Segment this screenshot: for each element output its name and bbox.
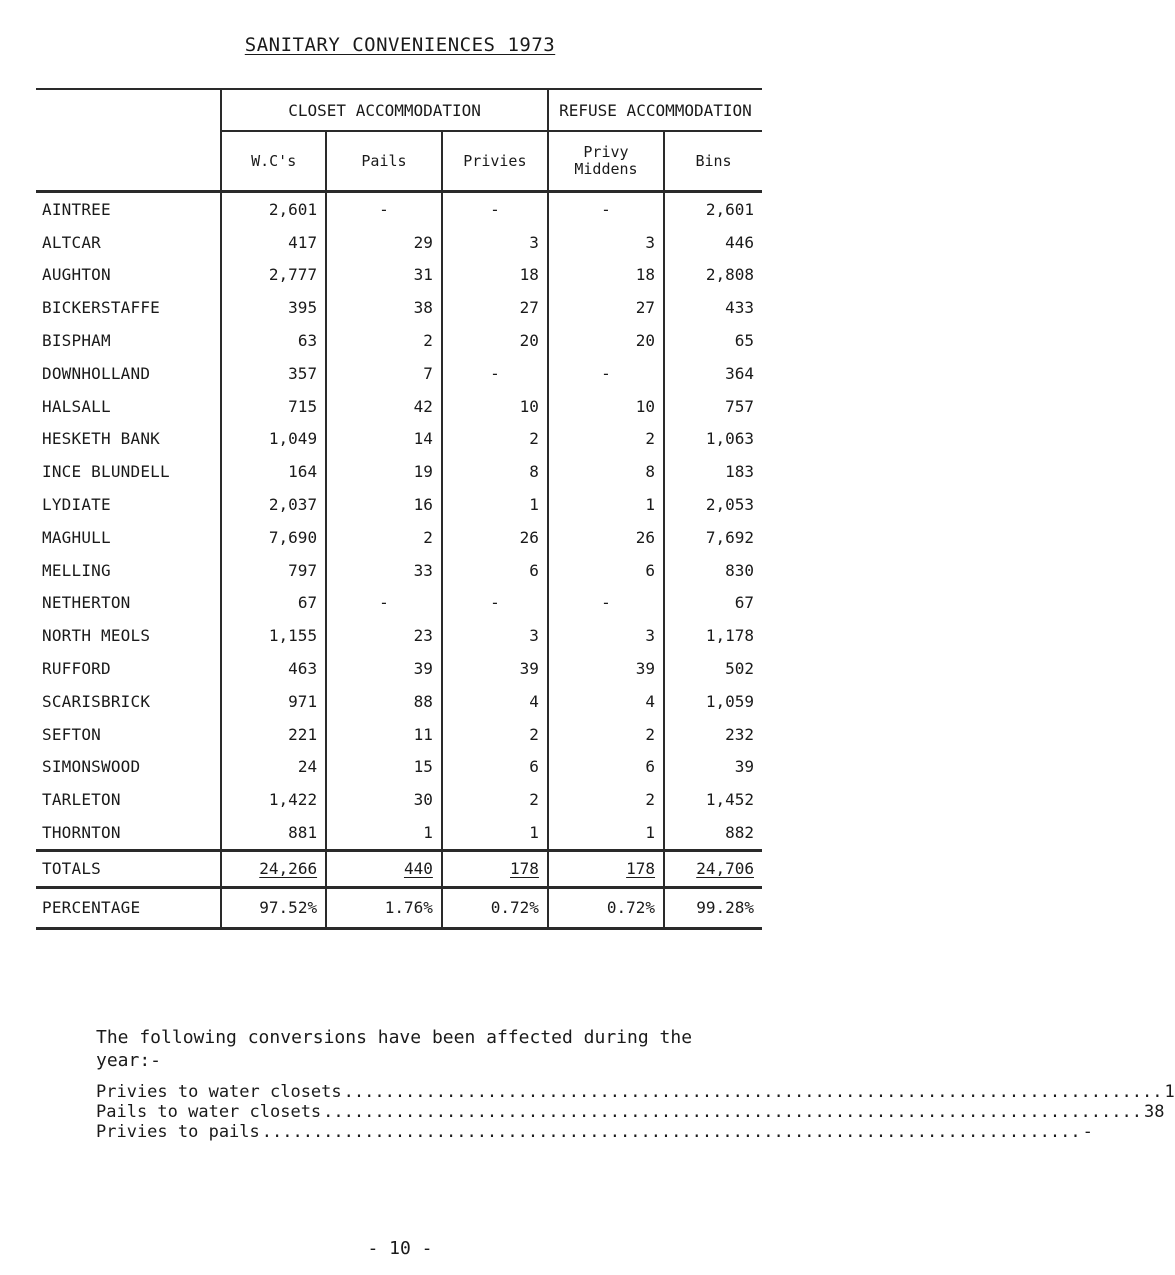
cell-wcs: 1,422	[221, 783, 326, 816]
cell-bins: 99.28%	[664, 887, 762, 928]
total-value: 24,266	[259, 859, 318, 879]
conversions-paragraph: The following conversions have been affected during the year:-	[96, 1027, 693, 1071]
cell-pails: 16	[326, 488, 442, 521]
cell-wcs	[221, 850, 326, 887]
conversion-label: Privies to water closets	[96, 1082, 342, 1102]
cell-bins: 65	[664, 324, 762, 357]
table-row	[36, 718, 762, 751]
cell-wcs: 221	[221, 718, 326, 751]
table-row	[36, 192, 762, 226]
cell-middens: 6	[548, 751, 664, 784]
cell-middens: 2	[548, 718, 664, 751]
cell-middens: 27	[548, 291, 664, 324]
cell-wcs: 2,777	[221, 259, 326, 292]
cell-wcs: 1,155	[221, 619, 326, 652]
district-name: AINTREE	[36, 192, 221, 226]
cell-middens: 10	[548, 390, 664, 423]
table-row	[36, 324, 762, 357]
table-row	[36, 554, 762, 587]
dot-leader: ................................................................................	[343, 1082, 1163, 1102]
cell-privies: 0.72%	[442, 887, 548, 928]
cell-wcs: 164	[221, 455, 326, 488]
header-blank-2	[36, 131, 221, 192]
header-privies: Privies	[442, 131, 548, 192]
cell-pails: 2	[326, 324, 442, 357]
header-pails: Pails	[326, 131, 442, 192]
district-name: AUGHTON	[42, 265, 111, 285]
cell-privies: 20	[442, 324, 548, 357]
cell-privies: 6	[442, 554, 548, 587]
sanitary-table	[36, 88, 762, 930]
cell-pails: 39	[326, 652, 442, 685]
page-number: - 10 -	[367, 1238, 433, 1259]
cell-privies: -	[442, 587, 548, 620]
dot-leader: ................................................................................	[323, 1102, 1142, 1122]
cell-middens: 6	[548, 554, 664, 587]
table-row	[36, 226, 762, 259]
table-row	[36, 685, 762, 718]
cell-middens: 3	[548, 619, 664, 652]
cell-pails: -	[326, 587, 442, 620]
cell-wcs: 1,049	[221, 423, 326, 456]
cell-bins: 1,178	[664, 619, 762, 652]
district-name: HESKETH BANK	[42, 429, 160, 449]
table-row	[36, 521, 762, 554]
cell-middens: 26	[548, 521, 664, 554]
table-row	[36, 751, 762, 784]
cell-bins: 1,059	[664, 685, 762, 718]
cell-pails: 1	[326, 816, 442, 850]
cell-privies: 8	[442, 455, 548, 488]
district-name: RUFFORD	[42, 659, 111, 679]
table-row	[36, 423, 762, 456]
header-refuse-accommodation: REFUSE ACCOMMODATION	[548, 89, 762, 131]
table-row	[36, 587, 762, 620]
table-row	[36, 652, 762, 685]
cell-privies: 2	[442, 783, 548, 816]
header-blank	[36, 89, 221, 131]
table-row	[36, 291, 762, 324]
cell-bins: 2,601	[664, 192, 762, 226]
cell-middens: 39	[548, 652, 664, 685]
cell-bins: 67	[664, 587, 762, 620]
table-row	[36, 488, 762, 521]
district-name: TOTALS	[36, 850, 221, 887]
cell-pails: 30	[326, 783, 442, 816]
cell-bins: 757	[664, 390, 762, 423]
district-name: SCARISBRICK	[42, 691, 151, 711]
cell-privies: 1	[442, 816, 548, 850]
cell-middens: 1	[548, 488, 664, 521]
cell-wcs: 463	[221, 652, 326, 685]
cell-wcs: 395	[221, 291, 326, 324]
conversion-item	[96, 1082, 1175, 1102]
district-name: LYDIATE	[42, 495, 111, 515]
header-sub-row	[36, 131, 762, 192]
district-name: NETHERTON	[42, 593, 131, 613]
cell-middens: 1	[548, 816, 664, 850]
district-name: BISPHAM	[42, 331, 111, 351]
totals-row	[36, 850, 762, 887]
cell-pails: 88	[326, 685, 442, 718]
cell-wcs: 797	[221, 554, 326, 587]
cell-middens: 3	[548, 226, 664, 259]
cell-middens: -	[548, 192, 664, 226]
district-name: HALSALL	[42, 396, 111, 416]
table-row	[36, 259, 762, 292]
table-row	[36, 390, 762, 423]
header-bins: Bins	[664, 131, 762, 192]
conversion-value: 38	[1143, 1102, 1165, 1122]
cell-privies: 2	[442, 718, 548, 751]
cell-bins: 446	[664, 226, 762, 259]
district-name: MELLING	[42, 560, 111, 580]
cell-bins: 830	[664, 554, 762, 587]
cell-middens: 8	[548, 455, 664, 488]
district-name: SEFTON	[42, 724, 101, 744]
cell-privies: 6	[442, 751, 548, 784]
page-title-text: SANITARY CONVENIENCES 1973	[244, 34, 556, 56]
dot-leader: ................................................................................	[261, 1122, 1081, 1142]
district-name: ALTCAR	[42, 232, 101, 252]
header-group-row	[36, 89, 762, 131]
table-row	[36, 816, 762, 850]
header-privy-middens: Privy Middens	[548, 131, 664, 192]
cell-wcs: 715	[221, 390, 326, 423]
cell-bins: 433	[664, 291, 762, 324]
cell-privies: 2	[442, 423, 548, 456]
table-row	[36, 619, 762, 652]
cell-privies: 1	[442, 488, 548, 521]
cell-middens: 0.72%	[548, 887, 664, 928]
cell-privies	[442, 850, 548, 887]
table-row	[36, 455, 762, 488]
district-name: PERCENTAGE	[36, 887, 221, 928]
cell-bins: 1,063	[664, 423, 762, 456]
cell-wcs: 7,690	[221, 521, 326, 554]
cell-privies: 10	[442, 390, 548, 423]
cell-pails: 19	[326, 455, 442, 488]
cell-wcs: 971	[221, 685, 326, 718]
cell-pails: 11	[326, 718, 442, 751]
cell-privies: 3	[442, 226, 548, 259]
cell-pails: -	[326, 192, 442, 226]
cell-bins	[664, 850, 762, 887]
cell-wcs: 63	[221, 324, 326, 357]
cell-wcs: 24	[221, 751, 326, 784]
cell-middens: 2	[548, 423, 664, 456]
conversion-value: 1	[1164, 1082, 1175, 1102]
cell-privies: 3	[442, 619, 548, 652]
total-value: 178	[510, 859, 539, 879]
cell-pails: 38	[326, 291, 442, 324]
table-row	[36, 357, 762, 390]
page-title	[0, 34, 800, 56]
cell-privies: 27	[442, 291, 548, 324]
cell-pails: 42	[326, 390, 442, 423]
cell-wcs: 417	[221, 226, 326, 259]
cell-pails	[326, 850, 442, 887]
district-name: THORNTON	[42, 823, 121, 843]
cell-pails: 7	[326, 357, 442, 390]
cell-middens: -	[548, 357, 664, 390]
district-name: BICKERSTAFFE	[42, 298, 160, 318]
cell-bins: 1,452	[664, 783, 762, 816]
total-value: 178	[626, 859, 656, 879]
cell-privies: 4	[442, 685, 548, 718]
cell-bins: 39	[664, 751, 762, 784]
header-wcs: W.C's	[221, 131, 326, 192]
header-closet-accommodation: CLOSET ACCOMMODATION	[221, 89, 548, 131]
cell-bins: 502	[664, 652, 762, 685]
conversion-item	[96, 1102, 1165, 1122]
cell-pails: 2	[326, 521, 442, 554]
cell-wcs: 2,037	[221, 488, 326, 521]
cell-middens: 4	[548, 685, 664, 718]
district-name: DOWNHOLLAND	[42, 363, 151, 383]
cell-middens: 20	[548, 324, 664, 357]
cell-bins: 2,808	[664, 259, 762, 292]
cell-pails: 33	[326, 554, 442, 587]
district-name: INCE BLUNDELL	[42, 462, 170, 482]
cell-pails: 1.76%	[326, 887, 442, 928]
cell-wcs: 2,601	[221, 192, 326, 226]
cell-privies: 39	[442, 652, 548, 685]
conversion-value: -	[1082, 1122, 1093, 1142]
cell-middens: 2	[548, 783, 664, 816]
cell-middens	[548, 850, 664, 887]
cell-pails: 29	[326, 226, 442, 259]
conversion-label: Pails to water closets	[96, 1102, 322, 1122]
district-name: MAGHULL	[42, 527, 111, 547]
cell-wcs: 97.52%	[221, 887, 326, 928]
district-name: NORTH MEOLS	[42, 626, 151, 646]
district-name: TARLETON	[42, 790, 121, 810]
cell-bins: 2,053	[664, 488, 762, 521]
cell-privies: 18	[442, 259, 548, 292]
cell-pails: 14	[326, 423, 442, 456]
cell-wcs: 881	[221, 816, 326, 850]
cell-wcs: 357	[221, 357, 326, 390]
cell-bins: 882	[664, 816, 762, 850]
cell-privies: 26	[442, 521, 548, 554]
cell-bins: 183	[664, 455, 762, 488]
cell-privies: -	[442, 192, 548, 226]
conversion-item	[96, 1122, 1093, 1142]
cell-middens: -	[548, 587, 664, 620]
cell-bins: 232	[664, 718, 762, 751]
cell-privies: -	[442, 357, 548, 390]
table-row	[36, 783, 762, 816]
district-name: SIMONSWOOD	[42, 757, 141, 777]
total-value: 440	[403, 859, 433, 879]
percentage-row	[36, 887, 762, 928]
cell-middens: 18	[548, 259, 664, 292]
total-value: 24,706	[696, 859, 754, 879]
cell-pails: 15	[326, 751, 442, 784]
cell-pails: 31	[326, 259, 442, 292]
cell-bins: 364	[664, 357, 762, 390]
cell-pails: 23	[326, 619, 442, 652]
cell-wcs: 67	[221, 587, 326, 620]
conversion-label: Privies to pails	[96, 1122, 260, 1142]
cell-bins: 7,692	[664, 521, 762, 554]
conversions-list	[96, 1082, 1175, 1142]
